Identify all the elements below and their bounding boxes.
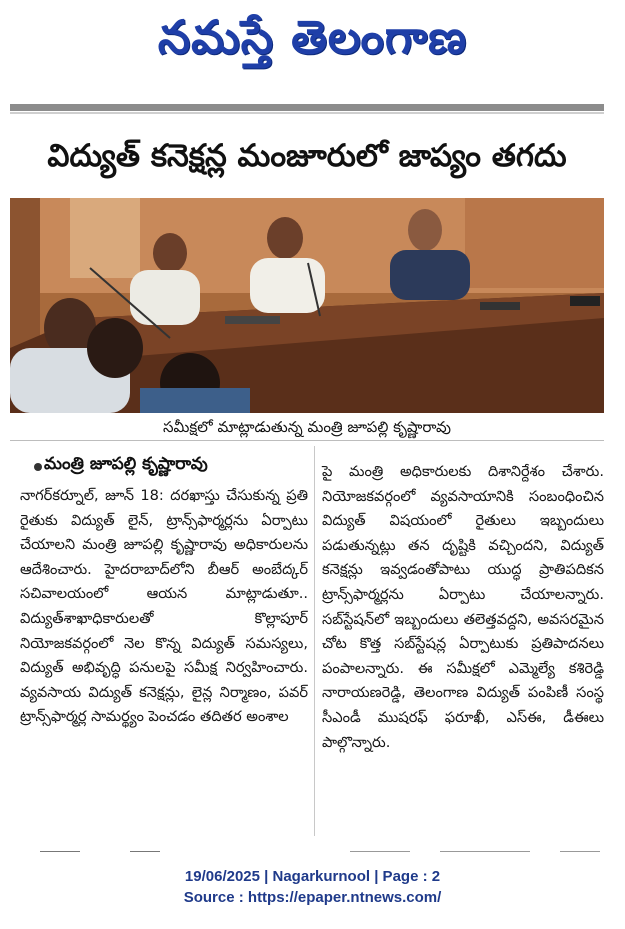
caption-rule [10,440,604,441]
page-footer [0,866,625,908]
footer-source: Source : https://epaper.ntnews.com/ [183,889,442,906]
article-column-left [20,484,308,730]
photo-caption: సమీక్షలో మాట్లాడుతున్న మంత్రి జూపల్లి కృష్ణారావు [163,418,451,436]
footer-edition-info: 19/06/2025 | Nagarkurnool | Page : 2 [184,868,441,885]
article-body-right: పై మంత్రి అధికారులకు దిశానిర్దేశం చేశారు. నియోజకవర్గంలో వ్యవసాయానికి సంబంధించిన విద్యుత్ విషయంలో రైతులు ఇబ్బందులు పడుతున్నట్లు తన దృష్టికి వచ్చిందని, విద్యుత్ కనెక్షన్లు ఇవ్వడంతోపాటు యుద్ధ ప్రాతిపదికన ట్రాన్స్‌ఫార్మర్లను ఏర్పాటు చేయాలన్నారు. సబ్‌స్టేషన్‌లో ఇబ్బందులు తలెత్తవద్దని, అవసరమైన చోట కొత్త సబ్‌స్టేషన్ల ఏర్పాటుకు ప్రతిపాదనలు పంపాలన్నారు. ఈ సమీక్షలో ఎమ్మెల్యే కశిరెడ్డి నారాయణరెడ్డి, తెలంగాణ విద్యుత్ పంపిణీ సంస్థ సీఎండీ ముషరఫ్ ఫరూఖీ, ఎస్‌ఈ, డీఈలు పాల్గొన్నారు. [322,463,604,751]
article-photo [10,198,604,413]
header-rule [10,104,604,111]
cropped-text-edge [20,842,604,852]
article-byline: మంత్రి జూపల్లి కృష్ణారావు [44,454,208,474]
article-headline: విద్యుత్ కనెక్షన్ల మంజూరులో జాప్యం తగదు [47,138,567,174]
header-rule-thin [10,112,604,114]
article-body-left: నాగర్‌కర్నూల్, జూన్ 18: దరఖాస్తు చేసుకున్న ప్రతి రైతుకు విద్యుత్ లైన్, ట్రాన్స్‌ఫార్మర్లను ఏర్పాటు చేయాలని మంత్రి జూపల్లి కృష్ణారావు అధికారులను ఆదేశించారు. హైదరాబాద్‌లోని బీఆర్ అంబేద్కర్ సచివాలయంలో ఆయన మాట్లాడుతూ.. విద్యుత్‌శాఖాధికారులతో కొల్లాపూర్ నియోజకవర్గంలో నెల కొన్న విద్యుత్ సమస్యలు, విద్యుత్ అభివృద్ధి పనులపై సమీక్ష నిర్వహించారు. వ్యవసాయ విద్యుత్ కనెక్షన్లు, లైన్ల నిర్మాణం, పవర్ ట్రాన్స్‌ఫార్మర్ల సామర్థ్యం పెంచడం తదితర అంశాల [20,487,308,726]
article-column-right [322,460,604,755]
meeting-photo-illustration [10,198,604,413]
bullet-icon [34,463,42,471]
masthead [0,0,625,82]
cropped-text-fragments [20,847,604,852]
newspaper-logo: నమస్తే తెలంగాణ [157,10,468,64]
column-divider [314,446,315,836]
